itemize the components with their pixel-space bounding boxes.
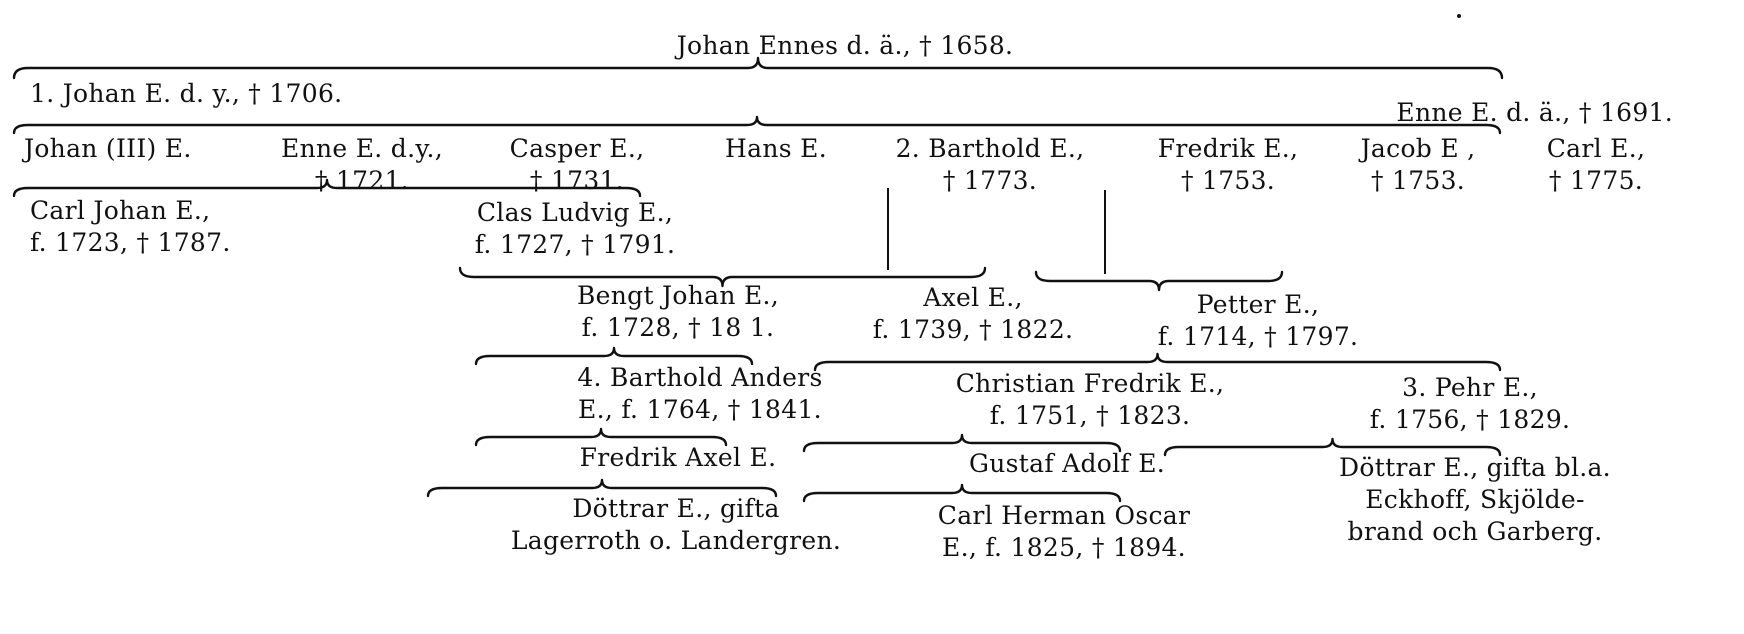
node-fredrik-axel-e [580, 442, 777, 474]
node-line: Hans E. [725, 134, 827, 163]
node-line: f. 1728, † 18 1. [581, 313, 775, 342]
node-line: † 1753. [1370, 166, 1466, 195]
node-line: Döttrar E., gifta bl.a. [1339, 453, 1611, 482]
node-line: f. 1723, † 1787. [30, 228, 231, 257]
node-line: Enne E. d.y., [281, 134, 443, 163]
node-line: E., f. 1825, † 1894. [942, 533, 1186, 562]
brace-gustaf-adolf-child [804, 485, 1120, 501]
node-line: Clas Ludvig E., [476, 198, 674, 227]
node-line: Enne E. d. ä., † 1691. [1396, 98, 1673, 127]
node-line: Carl E., [1546, 134, 1646, 163]
node-line: † 1773. [942, 166, 1038, 195]
node-line: f. 1751, † 1823. [989, 401, 1191, 430]
node-line: Casper E., [509, 134, 645, 163]
node-line: † 1775. [1548, 166, 1644, 195]
node-bengt-johan-e [577, 280, 779, 344]
node-line: Axel E., [923, 283, 1023, 312]
node-casper-e [510, 133, 645, 197]
node-line: f. 1756, † 1829. [1369, 405, 1571, 434]
node-axel-e [873, 282, 1074, 346]
node-gustaf-adolf-e [969, 448, 1165, 480]
node-line: Lagerroth o. Landergren. [510, 526, 842, 555]
node-line: 4. Barthold Anders [577, 363, 823, 392]
speck-mark [1457, 14, 1461, 18]
node-dottrar-eckhoff [1339, 452, 1611, 548]
node-pehr-e-3 [1370, 372, 1571, 436]
node-line: Carl Herman Oscar [937, 501, 1191, 530]
node-barthold-e-2 [896, 133, 1085, 197]
node-line: f. 1739, † 1822. [872, 315, 1074, 344]
node-dottrar-lagerroth [511, 493, 841, 557]
node-line: Jacob E , [1360, 134, 1476, 163]
node-line: f. 1714, † 1797. [1157, 322, 1359, 351]
node-clas-ludvig-e [475, 197, 676, 261]
node-line: Eckhoff, Skjölde- [1365, 485, 1585, 514]
brace-gen1-children [14, 117, 1500, 133]
node-johan-e-dy [30, 78, 342, 110]
node-line: † 1721. [314, 166, 410, 195]
node-line: Johan (III) E. [24, 134, 192, 163]
node-line: Johan Ennes d. ä., † 1658. [676, 31, 1014, 60]
node-carl-e [1547, 133, 1645, 197]
node-line: Fredrik Axel E. [579, 443, 777, 472]
node-line: brand och Garberg. [1347, 517, 1603, 546]
node-line: 3. Pehr E., [1402, 373, 1538, 402]
node-hans-e [725, 133, 827, 165]
node-line: Christian Fredrik E., [955, 369, 1225, 398]
node-christian-fredrik-e [956, 368, 1225, 432]
node-line: Döttrar E., gifta [572, 494, 780, 523]
node-carl-herman-oscar-e [938, 500, 1190, 564]
node-line: Carl Johan E., [30, 196, 211, 225]
node-line: 1. Johan E. d. y., † 1706. [30, 79, 343, 108]
node-johan-ennes-da [677, 30, 1014, 62]
node-line: † 1731. [529, 166, 625, 195]
node-line: Gustaf Adolf E. [968, 449, 1166, 478]
node-petter-e [1158, 289, 1359, 353]
node-johan-iii [24, 133, 192, 165]
node-line: † 1753. [1180, 166, 1276, 195]
node-enne-e-dy [281, 133, 443, 197]
node-fredrik-e [1158, 133, 1299, 197]
node-enne-e-da [1396, 97, 1673, 129]
node-carl-johan-e [30, 195, 231, 259]
node-line: 2. Barthold E., [895, 134, 1085, 163]
node-jacob-e [1361, 133, 1476, 197]
node-barthold-anders-e [577, 362, 822, 426]
node-line: f. 1727, † 1791. [474, 230, 676, 259]
node-line: Petter E., [1196, 290, 1320, 319]
node-line: Bengt Johan E., [576, 281, 780, 310]
node-line: E., f. 1764, † 1841. [578, 395, 822, 424]
node-line: Fredrik E., [1157, 134, 1299, 163]
